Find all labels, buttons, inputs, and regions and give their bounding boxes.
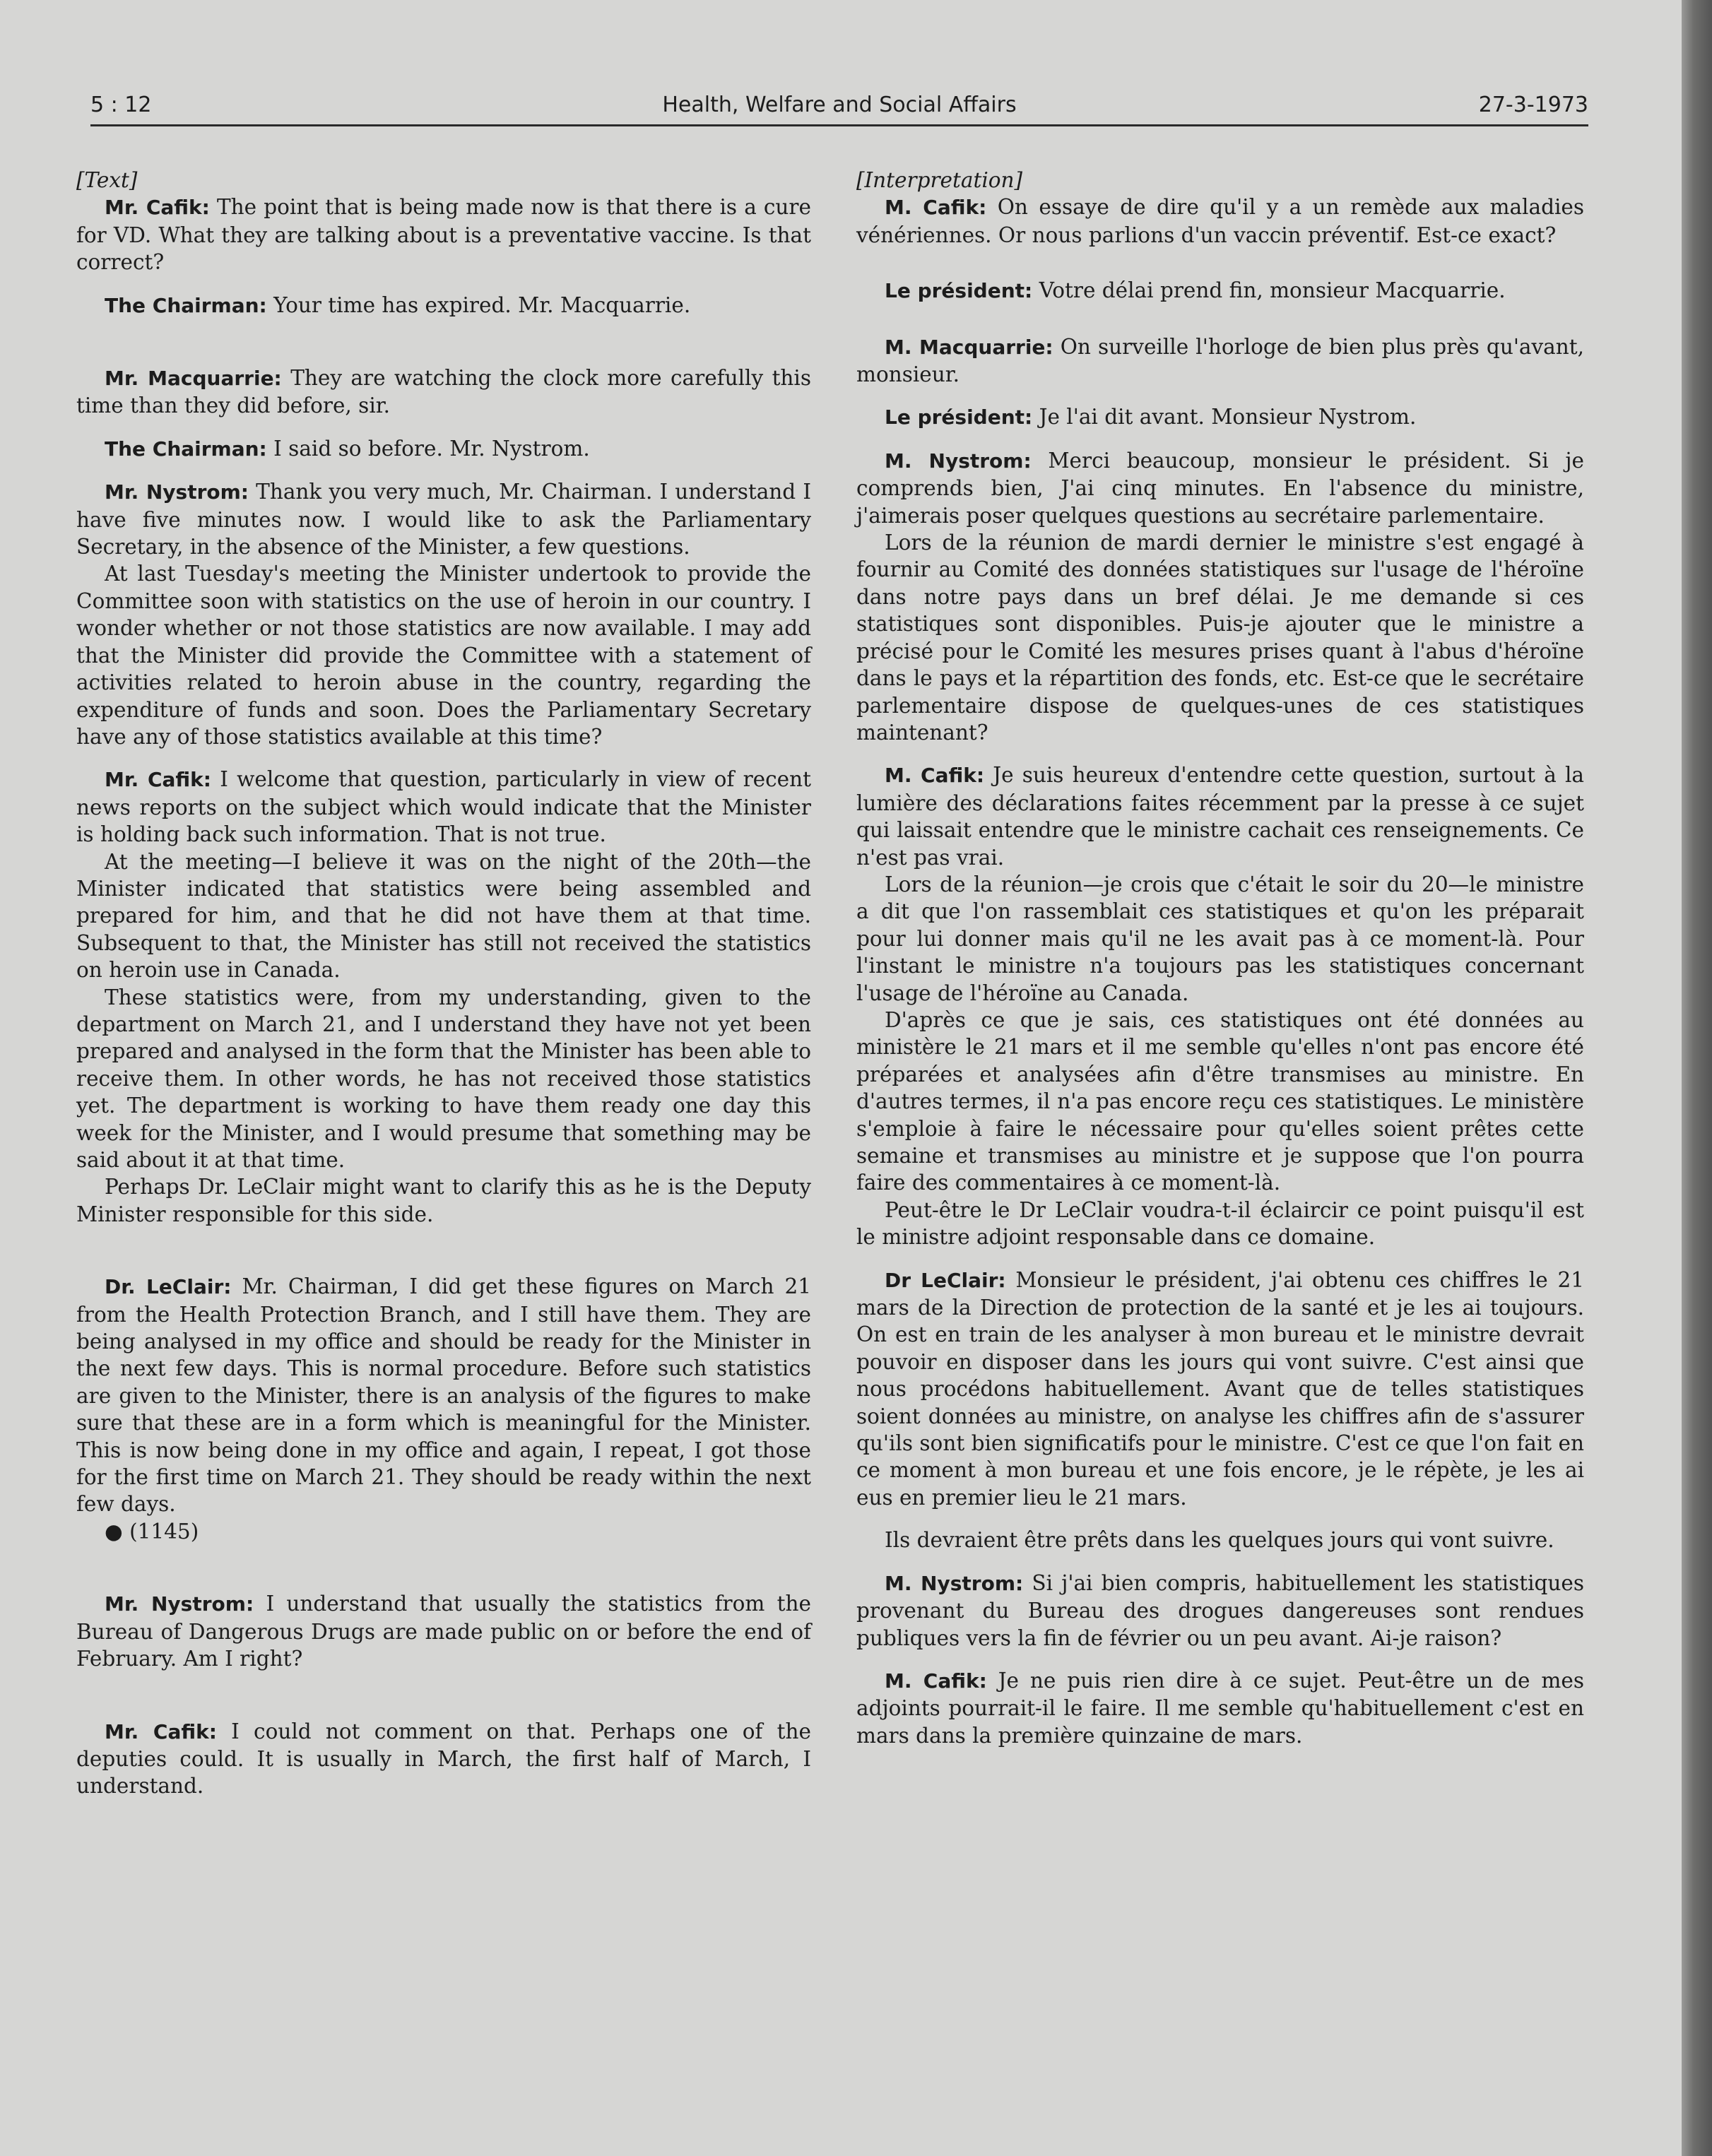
paragraph: The Chairman: I said so before. Mr. Nystrom. xyxy=(105,436,590,461)
speaker: The Chairman: xyxy=(105,437,267,461)
paragraph: M. Nystrom: Si j'ai bien compris, habituellement les statistiques provenant du Bureau des drogues dangereuses sont rendues publiques vers la fin de février ou un peu avant. Ai-je raison? xyxy=(856,1570,1584,1650)
french-column xyxy=(856,167,1584,1749)
paragraph: Mr. Cafik: I could not comment on that. Perhaps one of the deputies could. It is usually in March, the first half of March, I understand. xyxy=(76,1719,811,1799)
paragraph: M. Cafik: Je suis heureux d'entendre cette question, surtout à la lumière des déclarations faites récemment par la presse à ce sujet qui laissait entendre que le ministre cachait ces renseignements. Ce n'est pas vrai. xyxy=(856,763,1584,870)
english-column xyxy=(76,167,811,1800)
speaker: M. Cafik: xyxy=(885,764,985,788)
speaker: Le président: xyxy=(885,405,1033,430)
speaker: M. Nystrom: xyxy=(885,449,1032,473)
paragraph: Le président: Votre délai prend fin, monsieur Macquarrie. xyxy=(885,278,1506,303)
paragraph: Mr. Cafik: The point that is being made now is that there is a cure for VD. What they are talking about is a preventative vaccine. Is that correct? xyxy=(76,195,811,275)
speaker: Le président: xyxy=(885,279,1033,303)
speaker: Dr. LeClair: xyxy=(105,1275,232,1299)
paragraph: At the meeting—I believe it was on the night of the 20th—the Minister indicated that statistics were being assembled and prepared for him, and that he did not have them at that time. Subsequent to that, the Minister has still not received the statistics on heroin use in Canada. xyxy=(76,849,811,983)
speaker: M. Cafik: xyxy=(885,196,987,220)
paragraph: Mr. Cafik: I welcome that question, particularly in view of recent news reports on the subject which would indicate that the Minister is holding back such information. That is not true. xyxy=(76,767,811,847)
paragraph: Lors de la réunion de mardi dernier le ministre s'est engagé à fournir au Comité des données statistiques sur l'usage de l'héroïne dans notre pays dans un bref délai. Je me demande si ces statistiques sont disponibles. Puis-je ajouter que le ministre a précisé pour le Comité les mesures prises quant à l'abus d'héroïne dans le pays et la répartition des fonds, etc. Est-ce que le secrétaire parlementaire dispose de quelques-unes de ces statistiques maintenant? xyxy=(856,531,1584,745)
speaker: M. Macquarrie: xyxy=(885,335,1053,359)
page-number: 5 : 12 xyxy=(90,93,152,117)
speaker: M. Cafik: xyxy=(885,1669,987,1693)
paragraph: Mr. Nystrom: I understand that usually the statistics from the Bureau of Dangerous Drugs are made public on or before the end of February. Am I right? xyxy=(76,1592,811,1671)
speaker: Mr. Cafik: xyxy=(105,1719,217,1743)
paragraph: Mr. Macquarrie: They are watching the clock more carefully this time than they did before, sir. xyxy=(76,366,811,418)
paragraph: D'après ce que je sais, ces statistiques ont été données au ministère le 21 mars et il me semble qu'elles n'ont pas encore été préparées et analysées afin d'être transmises au ministre. En d'autres termes, il n'a pas encore reçu ces statistiques. Le ministère s'emploie à faire le nécessaire pour qu'elles soient prêtes cette semaine et transmises au ministre et je suppose que l'on pourra faire des commentaires à ce moment-là. xyxy=(856,1007,1584,1195)
paragraph: M. Nystrom: Merci beaucoup, monsieur le président. Si je comprends bien, J'ai cinq minutes. En l'absence du ministre, j'aimerais poser quelques questions au secrétaire parlementaire. xyxy=(856,448,1584,528)
running-header xyxy=(90,83,1588,126)
speaker: Mr. Cafik: xyxy=(105,768,211,792)
paragraph: At last Tuesday's meeting the Minister undertook to provide the Committee soon with statistics on the use of heroin in our country. I wonder whether or not those statistics are now available. I may add that the Minister did provide the Committee with a statement of activities related to heroin abuse in the country, regarding the expenditure of funds and soon. Does the Parliamentary Secretary have any of those statistics available at this time? xyxy=(76,562,811,749)
paragraph: Ils devraient être prêts dans les quelques jours qui vont suivre. xyxy=(885,1528,1554,1553)
speaker: Mr. Macquarrie: xyxy=(105,367,282,391)
speaker: Dr LeClair: xyxy=(885,1268,1006,1292)
paragraph: M. Macquarrie: On surveille l'horloge de bien plus près qu'avant, monsieur. xyxy=(856,334,1584,387)
paragraph: The Chairman: Your time has expired. Mr. Macquarrie. xyxy=(105,292,691,317)
header-date: 27-3-1973 xyxy=(1478,93,1588,117)
column-label: [Interpretation] xyxy=(856,168,1023,192)
paragraph: Le président: Je l'ai dit avant. Monsieur Nystrom. xyxy=(885,405,1417,430)
paragraph: Lors de la réunion—je crois que c'était le soir du 20—le ministre a dit que l'on rassemblait ces statistiques et qu'on les préparait pour lui donner mais qu'il ne les avait pas à ce moment-là. Pour l'instant le ministre n'a toujours pas les statistiques concernant l'usage de l'héroïne au Canada. xyxy=(856,872,1584,1005)
paragraph: Perhaps Dr. LeClair might want to clarify this as he is the Deputy Minister responsible for this side. xyxy=(76,1175,811,1226)
column-label: [Text] xyxy=(76,168,138,192)
speaker: Mr. Cafik: xyxy=(105,196,210,220)
paragraph: Peut-être le Dr LeClair voudra-t-il éclaircir ce point puisqu'il est le ministre adjoint responsable dans ce domaine. xyxy=(856,1197,1584,1250)
paragraph: M. Cafik: On essaye de dire qu'il y a un remède aux maladies vénériennes. Or nous parlions d'un vaccin préventif. Est-ce exact? xyxy=(856,195,1585,247)
speaker: M. Nystrom: xyxy=(885,1571,1024,1595)
paragraph: Mr. Nystrom: Thank you very much, Mr. Chairman. I understand I have five minutes now. I would like to ask the Parliamentary Secretary, in the absence of the Minister, a few questions. xyxy=(76,480,811,559)
speaker: Mr. Nystrom: xyxy=(105,480,249,504)
speaker: Mr. Nystrom: xyxy=(105,1592,254,1616)
header-title: Health, Welfare and Social Affairs xyxy=(662,93,1017,117)
paragraph: Dr LeClair: Monsieur le président, j'ai obtenu ces chiffres le 21 mars de la Direction de protection de la santé et je les ai toujours. On est en train de les analyser à mon bureau et le ministre devrait pouvoir en disposer dans les jours qui vont suivre. C'est ainsi que nous procédons habituellement. Avant que de telles statistiques soient données au ministre, on analyse les chiffres afin de s'assurer qu'ils sont bien significatifs pour le ministre. C'est ce que l'on fait en ce moment à mon bureau et une fois encore, je le répète, je les ai eus en premier lieu le 21 mars. xyxy=(856,1267,1584,1510)
speaker: The Chairman: xyxy=(105,293,267,317)
paragraph: M. Cafik: Je ne puis rien dire à ce sujet. Peut-être un de mes adjoints pourrait-il le faire. Il me semble qu'habituellement c'est en mars dans la première quinzaine de mars. xyxy=(856,1668,1584,1748)
paragraph: Dr. LeClair: Mr. Chairman, I did get these figures on March 21 from the Health Protection Branch, and I still have them. They are being analysed in my office and should be ready for the Minister in the next few days. This is normal procedure. Before such statistics are given to the Minister, there is an analysis of the figures to make sure that these are in a form which is meaningful for the Minister. This is now being done in my office and again, I repeat, I got those for the first time on March 21. They should be ready within the next few days. xyxy=(76,1274,811,1517)
timestamp: ● (1145) xyxy=(105,1519,199,1544)
paragraph: These statistics were, from my understanding, given to the department on March 21, and I understand they have not yet been prepared and analysed in the form that the Minister has been able to receive them. In other words, he has not received those statistics yet. The department is working to have them ready one day this week for the Minister, and I would presume that something may be said about it at that time. xyxy=(76,985,811,1172)
page-binding-edge xyxy=(1682,0,1712,2156)
